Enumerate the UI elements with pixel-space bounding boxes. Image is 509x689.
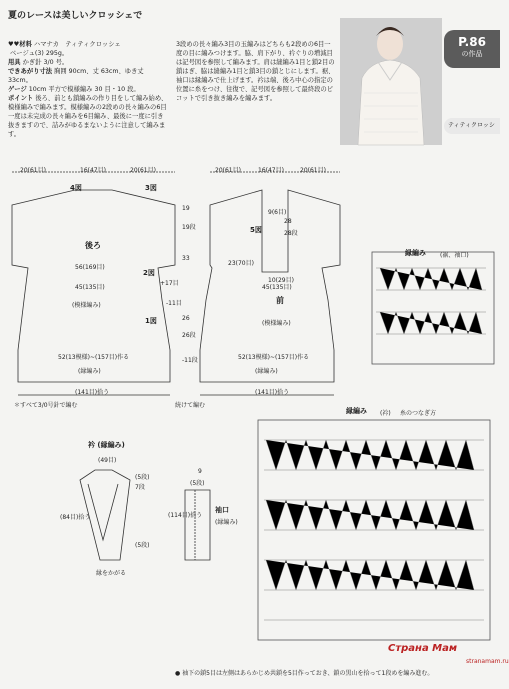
collar-mid: (5段) xyxy=(135,474,150,481)
back-top-left: 20(61目) xyxy=(20,167,46,174)
back-top-right: 20(61目) xyxy=(130,167,156,174)
back-mark-4: 4図 xyxy=(70,184,82,192)
cuff-title: 袖口 xyxy=(215,506,229,514)
back-side-inc: +17目 xyxy=(160,280,179,287)
collar-mid2: 7段 xyxy=(135,484,145,491)
page-badge-number: P.86 xyxy=(458,35,486,49)
front-mark-5: 5図 xyxy=(250,226,262,234)
credit-tag: ティティクロッシ xyxy=(444,118,500,134)
edge-chart-title: 縁編み xyxy=(405,249,426,257)
cuff-pattern: (縁編み) xyxy=(215,519,238,526)
main-chart-sub: 糸のつなぎ方 xyxy=(400,410,437,417)
page-badge-sub: の作品 xyxy=(461,50,483,58)
back-len-dec: -11段 xyxy=(182,357,198,364)
collar-pickup2: (84目)拾う xyxy=(60,514,91,521)
cuff-pickup: (114目)拾う xyxy=(168,512,203,519)
edge-chart-stitches xyxy=(376,268,486,334)
front-name: 前 xyxy=(276,296,284,305)
cuff-num: 9 xyxy=(198,468,202,475)
back-hips: 45(135目) xyxy=(75,284,105,291)
front-hem: (141目)拾う xyxy=(255,389,290,396)
back-side-len: 33 xyxy=(182,255,190,262)
front-hips: 45(135目) xyxy=(262,284,292,291)
collar-chain: (5段) xyxy=(135,542,150,549)
bottom-note: ● 袖下の鎖5目は左側はあらかじめ共鎖を5目作っておき、鎖の黒山を拾って1段めを編み進む。 xyxy=(175,670,434,677)
materials-row: ♥♥材料 ハマナカ ティティクロッシェ xyxy=(8,41,121,48)
back-mark-1: 1図 xyxy=(145,317,157,325)
materials-row: できあがり寸法 胸囲 90cm、丈 63cm、ゆき丈 33cm。 xyxy=(8,68,144,84)
materials-row: ゲージ 10cm 平方で模様編み 30 目・10 段。 xyxy=(8,86,140,93)
back-chain: 52(13模様)~(157目)作る xyxy=(58,354,130,361)
cuff-outline xyxy=(185,490,210,560)
collar-bottom: 縁をかがる xyxy=(96,570,127,577)
watermark: Страна Мам xyxy=(388,643,458,654)
back-side-len2: 26 xyxy=(182,315,190,322)
front-pattern: (模様編み) xyxy=(262,320,291,327)
back-name: 後ろ xyxy=(85,241,101,250)
front-chain: 52(13模様)~(157目)作る xyxy=(238,354,310,361)
materials-row: ベージュ(3) 295g。 xyxy=(10,50,69,57)
page-title: 夏のレースは美しいクロッシェで xyxy=(8,11,143,21)
collar-title: 衿 (縁編み) xyxy=(88,441,125,449)
method-text: 3段めの長々編み3目の玉編みはどちらも2段めの6目一度の目に編みつけます。脇、肩下がり、衿ぐりの増減目は記号図を参照して編みます。肩は縫編み1目と鎖2目の鎖はぎ、脇は縫編み1目と鎖3目の鎖とじにします。裾、袖口は縁編みで仕上げます。衿は端、後ろ中心の指定の位置に糸をつけ、往復で、記号図を参照して最終段のピコットで引き抜き編みを編みます。 xyxy=(176,41,335,102)
back-len: 19 xyxy=(182,205,190,212)
back-len-rows: 19段 xyxy=(182,224,196,231)
note-all-hook: ＊すべて3/0号針で編む xyxy=(14,402,78,409)
front-top-mid: 16(47目) xyxy=(258,167,284,174)
materials-row: ポイント 後ろ、前とも鎖編みの作り目をして編み始め、模様編みで編みます。模様編みの2段めの長々編みの6目一度は未完成の長々編みを6目編み、最後に一度に引き抜きますので、詰みがゆるまないように注意して編みます。 xyxy=(8,95,168,138)
edge-chart-note: (裾、袖口) xyxy=(440,252,469,259)
front-neck-rows: 28段 xyxy=(284,230,298,237)
front-top-left: 20(61目) xyxy=(215,167,241,174)
front-neck: 9(6目) xyxy=(268,209,287,216)
materials-row: 用具 かぎ針 3/0 号。 xyxy=(8,59,69,66)
back-side-rows: 26段 xyxy=(182,332,196,339)
cuff-rows: (5段) xyxy=(190,480,205,487)
front-bottom-neck: 10(29目) xyxy=(268,277,294,284)
back-side-dec: -11目 xyxy=(166,300,182,307)
main-chart-title: 縁編み xyxy=(346,407,367,415)
back-mark-3: 3図 xyxy=(145,184,157,192)
main-chart-note: (衿) xyxy=(380,410,391,417)
watermark-link: stranamam.ru xyxy=(466,658,509,665)
note-continue: 続けて編む xyxy=(175,402,206,409)
back-hem: (141目)拾う xyxy=(75,389,110,396)
front-neck-depth: 28 xyxy=(284,218,292,225)
back-mark-2: 2図 xyxy=(143,269,155,277)
back-pattern: (模様編み) xyxy=(72,302,101,309)
front-edge: (縁編み) xyxy=(255,368,278,375)
back-edge: (縁編み) xyxy=(78,368,101,375)
back-width: 56(169目) xyxy=(75,264,105,271)
collar-pickup: (49目) xyxy=(98,457,117,464)
front-width: 23(70目) xyxy=(228,260,254,267)
front-top-right: 20(61目) xyxy=(300,167,326,174)
back-top-mid: 16(47目) xyxy=(80,167,106,174)
main-chart-stitches xyxy=(264,440,484,620)
